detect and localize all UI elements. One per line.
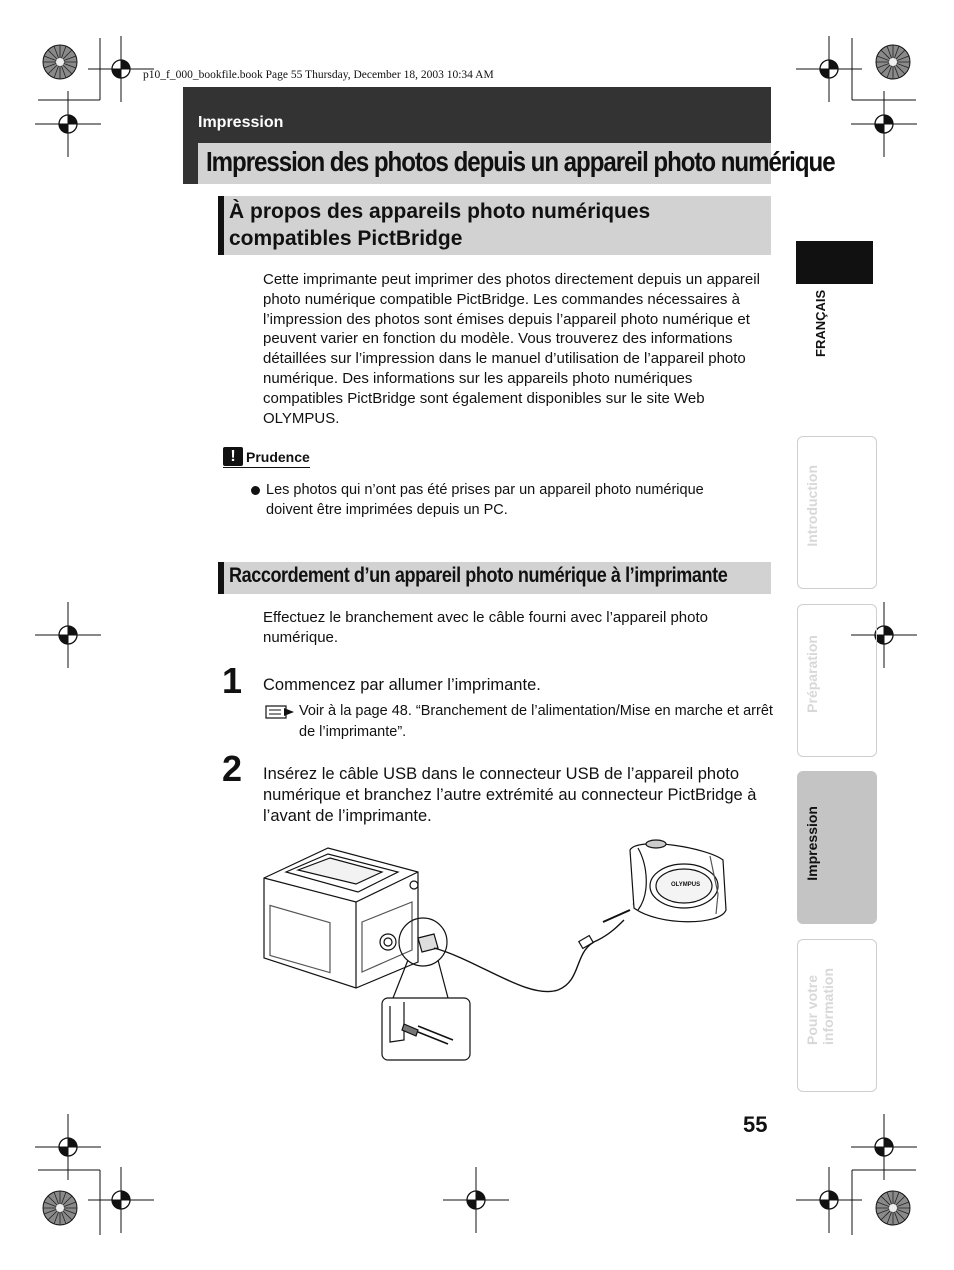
language-block (796, 241, 873, 284)
bullet-icon (251, 486, 260, 495)
section-label: Impression (198, 114, 284, 131)
page-title: Impression des photos depuis un appareil photo numérique (206, 146, 835, 177)
caution-label: Prudence (246, 448, 310, 465)
intro-paragraph: Cette imprimante peut imprimer des photos directement depuis un appareil photo numérique compatible PictBridge. Les commandes nécessaires à l’impression des photos sont émises depuis l’appareil photo numérique et peuvent varier en fonction du modèle. Vous trouverez des informations détaillées sur l’impression dans le manuel d’utilisation de l’appareil photo numérique. Des informations sur les appareils photo numériques compatibles PictBridge sont également disponibles sur le site Web OLYMPUS. (263, 271, 760, 427)
reference-icon (265, 705, 295, 719)
heading-connection: Raccordement d’un appareil photo numérique à l’imprimante (229, 564, 728, 587)
tab-label: Introduction (804, 465, 820, 547)
exclamation-icon: ! (223, 447, 243, 466)
language-label: FRANÇAIS (813, 290, 828, 358)
caution-text: Les photos qui n’ont pas été prises par un appareil photo numérique doivent être imprimées depuis un PC. (266, 482, 704, 518)
tab-impression[interactable] (797, 771, 877, 924)
tab-label: Impression (804, 806, 820, 881)
heading-pictbridge: À propos des appareils photo numériques compatibles PictBridge (229, 200, 651, 250)
tab-label: Pour votre information (804, 968, 836, 1045)
step-text: Insérez le câble USB dans le connecteur USB de l’appareil photo numérique et branchez l’autre extrémité au connecteur PictBridge à l’avant de l’imprimante. (263, 765, 757, 825)
book-info: p10_f_000_bookfile.book Page 55 Thursday, December 18, 2003 10:34 AM (143, 69, 494, 81)
tab-preparation[interactable] (797, 604, 877, 757)
tab-introduction[interactable] (797, 436, 877, 589)
reference-text: Voir à la page 48. “Branchement de l’alimentation/Mise en marche et arrêt de l’imprimante”. (299, 703, 773, 740)
caution-header (223, 447, 310, 468)
step-text: Commencez par allumer l’imprimante. (263, 676, 541, 694)
caution-bullet (251, 480, 731, 520)
step-reference (265, 701, 775, 743)
tab-pour-votre-information[interactable] (797, 939, 877, 1092)
connection-paragraph: Effectuez le branchement avec le câble fourni avec l’appareil photo numérique. (263, 609, 708, 646)
camera-brand: OLYMPUS (671, 882, 701, 888)
step-number: 1 (222, 660, 243, 701)
tab-label: Préparation (804, 635, 820, 713)
page-number: 55 (743, 1112, 768, 1137)
printer-camera-illustration (258, 830, 738, 1065)
step-number: 2 (222, 748, 243, 789)
